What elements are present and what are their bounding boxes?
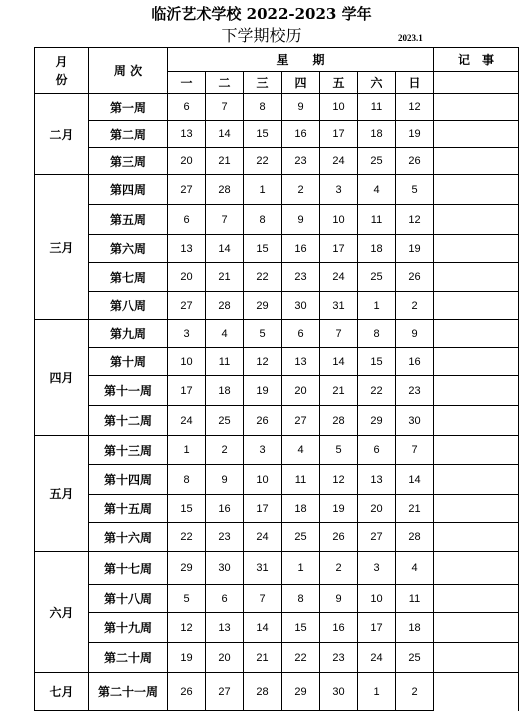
day-cell: 31 [320, 292, 358, 320]
day-cell: 4 [206, 320, 244, 348]
day-cell: 29 [168, 552, 206, 585]
notes-cell [434, 320, 519, 348]
day-cell: 7 [206, 205, 244, 235]
day-cell: 5 [168, 585, 206, 613]
day-cell: 2 [396, 673, 434, 711]
day-cell: 15 [358, 348, 396, 376]
day-cell: 2 [206, 436, 244, 465]
day-cell: 19 [320, 495, 358, 523]
week-row [35, 348, 519, 376]
day-cell: 23 [282, 148, 320, 175]
day-cell: 20 [168, 148, 206, 175]
day-cell: 8 [244, 205, 282, 235]
day-cell: 17 [320, 235, 358, 263]
day-cell: 10 [358, 585, 396, 613]
day-cell: 8 [168, 465, 206, 495]
week-row [35, 205, 519, 235]
week-row [35, 406, 519, 436]
week-label: 第一周 [89, 94, 168, 121]
day-cell: 22 [244, 263, 282, 292]
week-row [35, 121, 519, 148]
day-cell: 25 [206, 406, 244, 436]
notes-cell [434, 552, 519, 585]
day-cell: 23 [206, 523, 244, 552]
week-row [35, 552, 519, 585]
day-cell: 19 [168, 643, 206, 673]
day-cell: 17 [358, 613, 396, 643]
notes-cell [434, 465, 519, 495]
day-cell: 6 [168, 94, 206, 121]
day-cell: 3 [320, 175, 358, 205]
day-cell: 22 [168, 523, 206, 552]
day-cell: 17 [320, 121, 358, 148]
month-label: 二月 [35, 94, 89, 175]
notes-cell [434, 175, 519, 205]
day-cell: 21 [320, 376, 358, 406]
notes-cell [434, 406, 519, 436]
day-cell: 24 [320, 263, 358, 292]
notes-cell [434, 292, 519, 320]
day-cell: 10 [320, 94, 358, 121]
day-cell: 3 [168, 320, 206, 348]
day-cell: 21 [206, 148, 244, 175]
day-cell: 4 [282, 436, 320, 465]
week-row [35, 94, 519, 121]
week-row [35, 376, 519, 406]
day-cell: 1 [244, 175, 282, 205]
day-cell: 22 [282, 643, 320, 673]
notes-cell [434, 523, 519, 552]
day-cell: 23 [282, 263, 320, 292]
week-label: 第二十一周 [89, 673, 168, 711]
day-cell: 13 [358, 465, 396, 495]
day-cell: 28 [244, 673, 282, 711]
day-cell: 11 [358, 94, 396, 121]
day-cell: 20 [206, 643, 244, 673]
day-cell: 26 [244, 406, 282, 436]
day-cell: 30 [396, 406, 434, 436]
day-cell: 7 [396, 436, 434, 465]
day-cell: 25 [282, 523, 320, 552]
day-cell: 11 [396, 585, 434, 613]
week-label: 第五周 [89, 205, 168, 235]
day-cell: 4 [358, 175, 396, 205]
document-date: 2023.1 [398, 33, 423, 43]
day-cell: 26 [168, 673, 206, 711]
notes-cell [434, 348, 519, 376]
week-label: 第十五周 [89, 495, 168, 523]
day-cell: 11 [282, 465, 320, 495]
document-subtitle: 下学期校历 [221, 26, 302, 45]
week-label: 第六周 [89, 235, 168, 263]
weekday-header-tue: 二 [206, 72, 244, 94]
week-label: 第八周 [89, 292, 168, 320]
month-label: 五月 [35, 436, 89, 552]
month-header-top: 月 [55, 54, 68, 69]
day-cell: 9 [320, 585, 358, 613]
day-cell: 23 [396, 376, 434, 406]
day-cell: 30 [320, 673, 358, 711]
day-cell: 28 [320, 406, 358, 436]
weekday-header-sat: 六 [358, 72, 396, 94]
day-cell: 4 [396, 552, 434, 585]
day-cell: 2 [282, 175, 320, 205]
week-label: 第七周 [89, 263, 168, 292]
week-row [35, 292, 519, 320]
day-cell: 7 [206, 94, 244, 121]
day-cell: 29 [244, 292, 282, 320]
day-cell: 21 [396, 495, 434, 523]
day-cell: 26 [320, 523, 358, 552]
day-cell: 10 [168, 348, 206, 376]
day-cell: 2 [320, 552, 358, 585]
week-row [35, 175, 519, 205]
day-cell: 29 [282, 673, 320, 711]
day-cell: 24 [358, 643, 396, 673]
day-cell: 29 [358, 406, 396, 436]
week-label: 第十九周 [89, 613, 168, 643]
day-cell: 3 [244, 436, 282, 465]
day-cell: 9 [282, 205, 320, 235]
day-cell: 22 [358, 376, 396, 406]
day-cell: 16 [320, 613, 358, 643]
day-cell: 12 [396, 205, 434, 235]
week-row [35, 643, 519, 673]
day-cell: 24 [244, 523, 282, 552]
day-cell: 6 [206, 585, 244, 613]
day-cell: 10 [244, 465, 282, 495]
notes-cell [434, 643, 519, 673]
week-label: 第十四周 [89, 465, 168, 495]
day-cell: 20 [282, 376, 320, 406]
day-cell: 18 [282, 495, 320, 523]
notes-cell [434, 585, 519, 613]
day-cell: 22 [244, 148, 282, 175]
month-label: 六月 [35, 552, 89, 673]
day-cell: 3 [358, 552, 396, 585]
day-cell: 14 [396, 465, 434, 495]
day-cell: 16 [282, 121, 320, 148]
day-cell: 13 [282, 348, 320, 376]
day-cell: 23 [320, 643, 358, 673]
day-cell: 27 [168, 292, 206, 320]
day-cell: 12 [168, 613, 206, 643]
notes-cell [434, 121, 519, 148]
week-label: 第二周 [89, 121, 168, 148]
notes-cell [434, 205, 519, 235]
week-row [35, 523, 519, 552]
day-cell: 11 [358, 205, 396, 235]
day-cell: 25 [358, 148, 396, 175]
week-row [35, 235, 519, 263]
day-cell: 1 [358, 292, 396, 320]
day-cell: 18 [206, 376, 244, 406]
day-cell: 6 [282, 320, 320, 348]
day-cell: 15 [168, 495, 206, 523]
day-cell: 8 [358, 320, 396, 348]
notes-cell [434, 673, 519, 711]
week-label: 第十三周 [89, 436, 168, 465]
weekday-header-fri: 五 [320, 72, 358, 94]
notes-cell [434, 495, 519, 523]
day-cell: 12 [320, 465, 358, 495]
day-cell: 5 [396, 175, 434, 205]
day-cell: 15 [244, 235, 282, 263]
week-row [35, 585, 519, 613]
day-cell: 18 [396, 613, 434, 643]
week-row [35, 495, 519, 523]
week-row [35, 320, 519, 348]
week-label: 第十二周 [89, 406, 168, 436]
month-label: 七月 [35, 673, 89, 711]
day-cell: 5 [320, 436, 358, 465]
day-cell: 17 [168, 376, 206, 406]
weekday-header-thu: 四 [282, 72, 320, 94]
notes-cell [434, 94, 519, 121]
day-cell: 27 [168, 175, 206, 205]
day-cell: 7 [244, 585, 282, 613]
day-cell: 26 [396, 263, 434, 292]
day-cell: 14 [320, 348, 358, 376]
day-cell: 5 [244, 320, 282, 348]
notes-cell [434, 613, 519, 643]
weekday-header-wed: 三 [244, 72, 282, 94]
day-cell: 2 [396, 292, 434, 320]
day-cell: 1 [168, 436, 206, 465]
week-row [35, 263, 519, 292]
month-label: 四月 [35, 320, 89, 436]
document-title: 临沂艺术学校 2022-2023 学年 [151, 5, 372, 23]
month-column-header [35, 48, 89, 94]
day-cell: 31 [244, 552, 282, 585]
day-cell: 15 [244, 121, 282, 148]
week-label: 第三周 [89, 148, 168, 175]
day-cell: 27 [206, 673, 244, 711]
day-cell: 13 [168, 235, 206, 263]
weekday-group-header: 星 期 [168, 48, 434, 72]
week-row [35, 673, 519, 711]
week-row [35, 613, 519, 643]
day-cell: 15 [282, 613, 320, 643]
day-cell: 26 [396, 148, 434, 175]
day-cell: 8 [282, 585, 320, 613]
week-label: 第十八周 [89, 585, 168, 613]
week-row [35, 436, 519, 465]
day-cell: 16 [282, 235, 320, 263]
week-label: 第十七周 [89, 552, 168, 585]
header-row-top [35, 48, 519, 72]
weekday-header-sun: 日 [396, 72, 434, 94]
day-cell: 21 [244, 643, 282, 673]
day-cell: 6 [168, 205, 206, 235]
week-label: 第十周 [89, 348, 168, 376]
day-cell: 19 [396, 121, 434, 148]
day-cell: 27 [282, 406, 320, 436]
notes-cell [434, 72, 519, 94]
week-label: 第十六周 [89, 523, 168, 552]
day-cell: 27 [358, 523, 396, 552]
day-cell: 1 [358, 673, 396, 711]
day-cell: 17 [244, 495, 282, 523]
notes-cell [434, 235, 519, 263]
day-cell: 25 [358, 263, 396, 292]
day-cell: 24 [168, 406, 206, 436]
school-calendar-table [34, 47, 519, 711]
day-cell: 14 [206, 235, 244, 263]
notes-cell [434, 436, 519, 465]
day-cell: 1 [282, 552, 320, 585]
day-cell: 10 [320, 205, 358, 235]
day-cell: 13 [206, 613, 244, 643]
day-cell: 25 [396, 643, 434, 673]
month-header-bottom: 份 [55, 72, 68, 87]
week-label: 第十一周 [89, 376, 168, 406]
day-cell: 18 [358, 235, 396, 263]
day-cell: 9 [206, 465, 244, 495]
weekday-header-mon: 一 [168, 72, 206, 94]
day-cell: 20 [358, 495, 396, 523]
day-cell: 30 [282, 292, 320, 320]
week-column-header: 周 次 [89, 48, 168, 94]
calendar-body [35, 48, 519, 711]
week-row [35, 465, 519, 495]
day-cell: 28 [206, 292, 244, 320]
day-cell: 14 [206, 121, 244, 148]
day-cell: 11 [206, 348, 244, 376]
notes-cell [434, 148, 519, 175]
day-cell: 19 [244, 376, 282, 406]
day-cell: 12 [396, 94, 434, 121]
day-cell: 16 [206, 495, 244, 523]
day-cell: 12 [244, 348, 282, 376]
day-cell: 9 [282, 94, 320, 121]
day-cell: 18 [358, 121, 396, 148]
day-cell: 13 [168, 121, 206, 148]
week-label: 第四周 [89, 175, 168, 205]
day-cell: 8 [244, 94, 282, 121]
day-cell: 14 [244, 613, 282, 643]
week-row [35, 148, 519, 175]
day-cell: 19 [396, 235, 434, 263]
day-cell: 6 [358, 436, 396, 465]
day-cell: 28 [206, 175, 244, 205]
week-label: 第九周 [89, 320, 168, 348]
week-label: 第二十周 [89, 643, 168, 673]
day-cell: 9 [396, 320, 434, 348]
notes-cell [434, 376, 519, 406]
day-cell: 24 [320, 148, 358, 175]
notes-column-header: 记 事 [434, 48, 519, 72]
day-cell: 16 [396, 348, 434, 376]
day-cell: 30 [206, 552, 244, 585]
day-cell: 28 [396, 523, 434, 552]
month-label: 三月 [35, 175, 89, 320]
notes-cell [434, 263, 519, 292]
day-cell: 7 [320, 320, 358, 348]
day-cell: 21 [206, 263, 244, 292]
day-cell: 20 [168, 263, 206, 292]
